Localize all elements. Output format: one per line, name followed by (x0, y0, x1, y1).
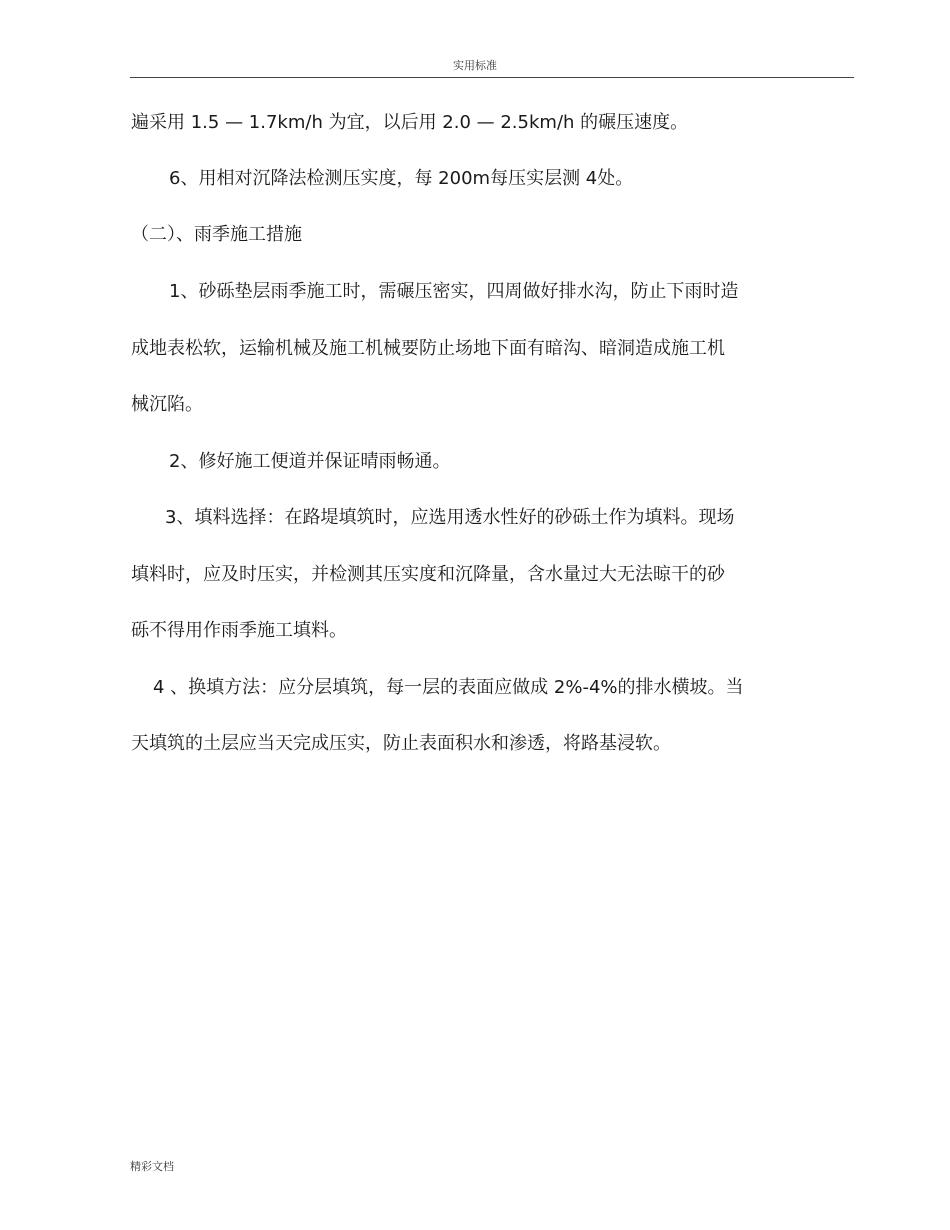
header-title: 实用标准 (453, 59, 497, 72)
paragraph-line: 填料时，应及时压实，并检测其压实度和沉降量，含水量过大无法晾干的砂 (131, 564, 725, 585)
paragraph-line: 1、砂砾垫层雨季施工时，需碾压密实，四周做好排水沟，防止下雨时造 (169, 281, 739, 302)
paragraph-line: 械沉陷。 (131, 394, 203, 415)
paragraph-line: 砾不得用作雨季施工填料。 (131, 620, 347, 641)
header-divider (130, 77, 854, 78)
page-footer: 精彩文档 (130, 1160, 174, 1173)
paragraph-line: 4 、换填方法：应分层填筑，每一层的表面应做成 2%-4%的排水横坡。当 (153, 677, 744, 698)
paragraph-line: 天填筑的土层应当天完成压实，防止表面积水和渗透，将路基浸软。 (131, 733, 671, 754)
paragraph-line: 成地表松软，运输机械及施工机械要防止场地下面有暗沟、暗洞造成施工机 (131, 338, 725, 359)
paragraph-line: 3、填料选择：在路堤填筑时，应选用透水性好的砂砾土作为填料。现场 (165, 507, 735, 528)
paragraph-line: 遍采用 1.5 — 1.7km/h 为宜，以后用 2.0 — 2.5km/h 的碾压速度。 (131, 112, 689, 133)
paragraph-line: 6、用相对沉降法检测压实度，每 200m每压实层测 4处。 (169, 168, 634, 189)
section-heading: （二）、雨季施工措施 (131, 224, 302, 245)
paragraph-line: 2、修好施工便道并保证晴雨畅通。 (169, 451, 451, 472)
